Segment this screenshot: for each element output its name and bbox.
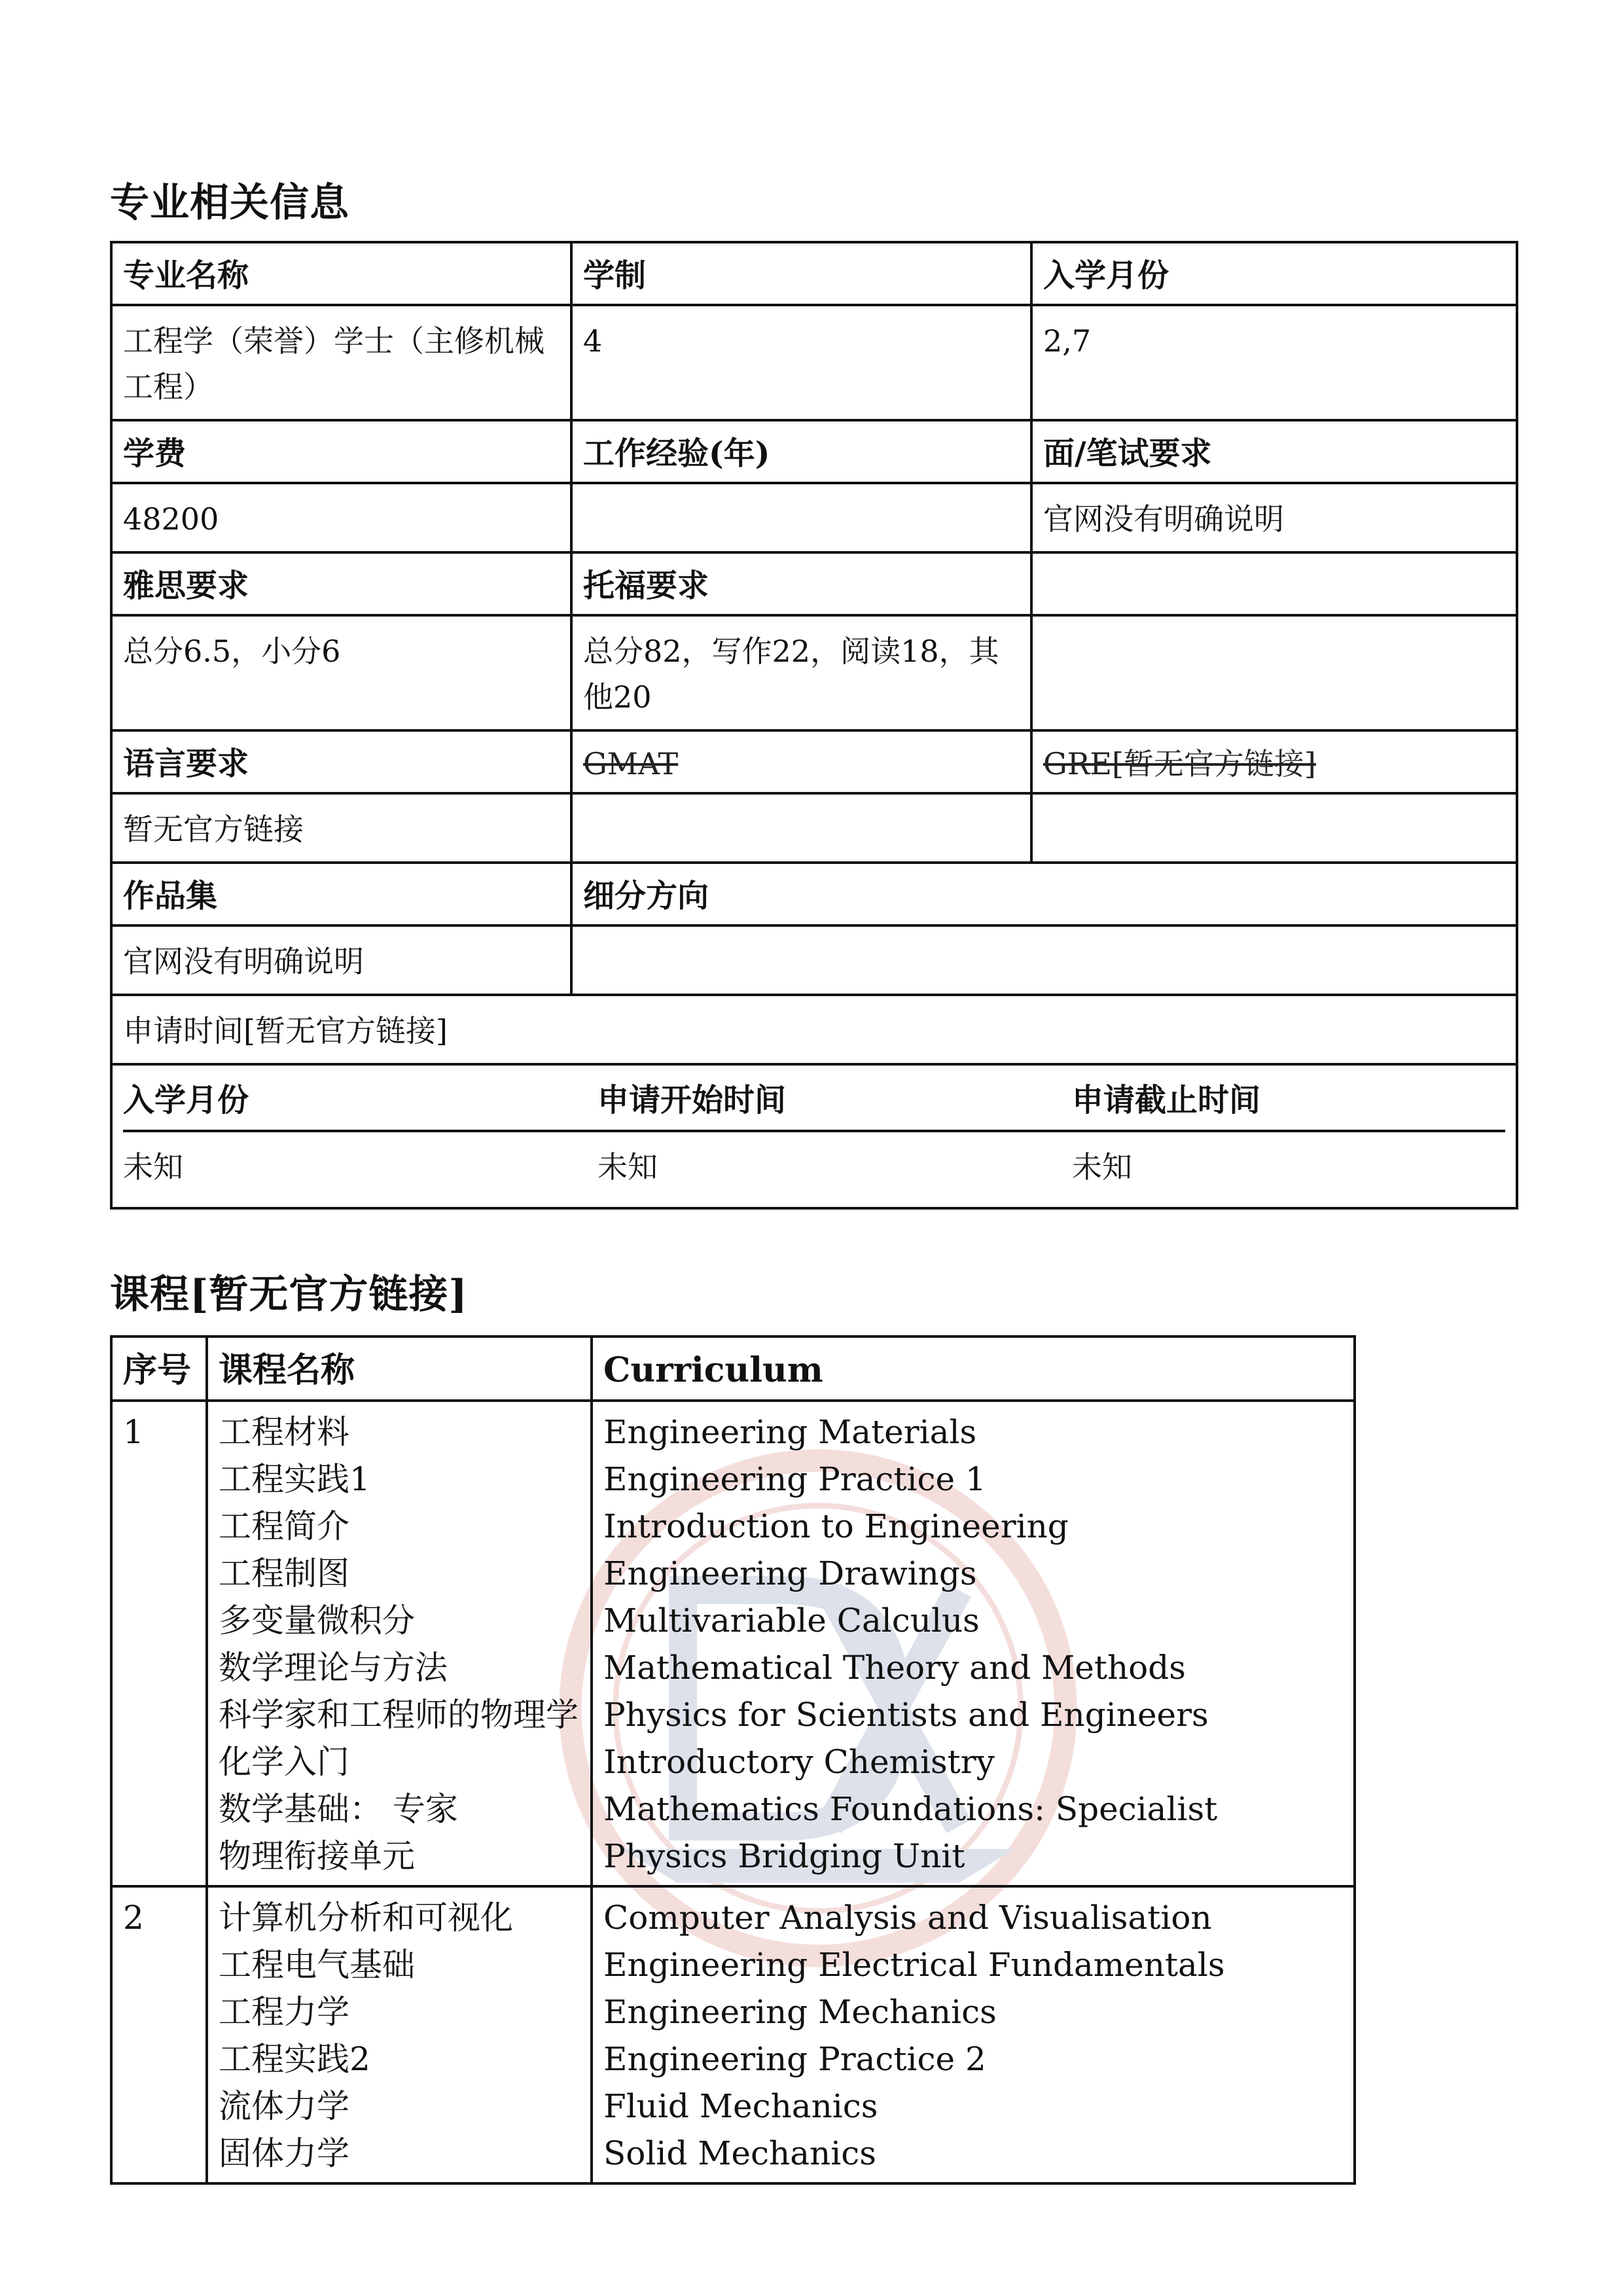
table-row <box>111 1401 1355 1886</box>
course-en: Engineering Mechanics <box>603 1993 997 2031</box>
application-header-intake: 入学月份 <box>123 1066 597 1132</box>
value-portfolio: 官网没有明确说明 <box>111 925 571 995</box>
label-portfolio: 作品集 <box>111 863 571 925</box>
course-en: Multivariable Calculus <box>603 1602 980 1640</box>
label-work-experience: 工作经验(年) <box>571 420 1031 483</box>
application-value-start: 未知 <box>597 1149 658 1185</box>
course-en: Engineering Drawings <box>603 1554 977 1592</box>
application-value-intake: 未知 <box>123 1149 183 1185</box>
course-list-en <box>592 1886 1355 2183</box>
label-specialization: 细分方向 <box>571 863 1517 925</box>
application-header-start: 申请开始时间 <box>597 1066 1072 1132</box>
label-intake-month: 入学月份 <box>1031 242 1517 305</box>
course-cn: 工程简介 <box>219 1507 349 1545</box>
course-en: Engineering Electrical Fundamentals <box>603 1946 1225 1984</box>
course-cn: 数学基础： 专家 <box>219 1790 458 1828</box>
value-interview-test: 官网没有明确说明 <box>1031 483 1517 552</box>
table-row <box>111 793 1517 863</box>
course-cn: 工程实践2 <box>219 2040 370 2078</box>
value-program-name: 工程学（荣誉）学士（主修机械工程） <box>111 305 571 420</box>
course-cn: 数学理论与方法 <box>219 1649 448 1687</box>
label-empty <box>1031 552 1517 615</box>
value-tuition: 48200 <box>111 483 571 552</box>
label-interview-test: 面/笔试要求 <box>1031 420 1517 483</box>
course-en: Introduction to Engineering <box>603 1507 1069 1545</box>
section-title-curriculum: 课程[暂无官方链接] <box>110 1272 468 1318</box>
course-en: Engineering Practice 2 <box>603 2040 986 2078</box>
value-gre <box>1031 793 1517 863</box>
label-program-name: 专业名称 <box>111 242 571 305</box>
group-index: 2 <box>111 1886 207 2183</box>
value-specialization <box>571 925 1517 995</box>
course-en: Introductory Chemistry <box>603 1743 995 1781</box>
course-en: Solid Mechanics <box>603 2134 876 2172</box>
application-time-grid <box>123 1066 1505 1200</box>
table-row <box>111 483 1517 552</box>
value-toefl: 总分82，写作22，阅读18，其他20 <box>571 615 1031 730</box>
course-cn: 科学家和工程师的物理学 <box>219 1696 579 1734</box>
curriculum-table <box>110 1335 1356 2185</box>
course-cn: 多变量微积分 <box>219 1602 415 1640</box>
table-row <box>111 995 1517 1064</box>
course-cn: 工程实践1 <box>219 1460 370 1498</box>
course-cn: 工程力学 <box>219 1993 349 2031</box>
table-row <box>111 305 1517 420</box>
course-list-en <box>592 1401 1355 1886</box>
label-tuition: 学费 <box>111 420 571 483</box>
table-row <box>111 615 1517 730</box>
value-work-experience <box>571 483 1031 552</box>
course-cn: 物理衔接单元 <box>219 1837 415 1875</box>
table-row <box>111 420 1517 483</box>
group-index: 1 <box>111 1401 207 1886</box>
value-duration: 4 <box>571 305 1031 420</box>
table-row <box>111 925 1517 995</box>
course-cn: 工程材料 <box>219 1413 349 1451</box>
course-cn: 工程制图 <box>219 1554 349 1592</box>
value-language-requirement: 暂无官方链接 <box>111 793 571 863</box>
course-cn: 工程电气基础 <box>219 1946 415 1984</box>
table-row <box>111 1064 1517 1208</box>
header-curriculum: Curriculum <box>592 1336 1355 1401</box>
label-gmat: GMAT <box>571 730 1031 793</box>
label-duration: 学制 <box>571 242 1031 305</box>
course-en: Fluid Mechanics <box>603 2087 878 2125</box>
course-cn: 固体力学 <box>219 2134 349 2172</box>
course-cn: 流体力学 <box>219 2087 349 2125</box>
value-empty <box>1031 615 1517 730</box>
course-en: Physics for Scientists and Engineers <box>603 1696 1209 1734</box>
header-index: 序号 <box>111 1336 207 1401</box>
application-header-deadline: 申请截止时间 <box>1072 1066 1505 1132</box>
table-row <box>111 730 1517 793</box>
table-row <box>111 863 1517 925</box>
value-intake-month: 2,7 <box>1031 305 1517 420</box>
course-en: Mathematical Theory and Methods <box>603 1649 1186 1687</box>
label-toefl: 托福要求 <box>571 552 1031 615</box>
program-info-table <box>110 241 1518 1210</box>
course-en: Mathematics Foundations: Specialist <box>603 1790 1218 1828</box>
label-ielts: 雅思要求 <box>111 552 571 615</box>
value-gmat <box>571 793 1031 863</box>
application-time-label: 申请时间[暂无官方链接] <box>111 995 1517 1064</box>
application-time-cell <box>111 1064 1517 1208</box>
course-en: Engineering Practice 1 <box>603 1460 986 1498</box>
value-ielts: 总分6.5，小分6 <box>111 615 571 730</box>
course-list-cn <box>207 1886 592 2183</box>
table-row <box>111 552 1517 615</box>
label-gre: GRE[暂无官方链接] <box>1031 730 1517 793</box>
label-language-requirement: 语言要求 <box>111 730 571 793</box>
course-cn: 计算机分析和可视化 <box>219 1899 513 1937</box>
course-en: Computer Analysis and Visualisation <box>603 1899 1212 1937</box>
course-cn: 化学入门 <box>219 1743 349 1781</box>
course-en: Physics Bridging Unit <box>603 1837 965 1875</box>
section-title-program-info: 专业相关信息 <box>110 180 349 226</box>
application-value-deadline: 未知 <box>1072 1149 1132 1185</box>
table-row <box>111 1886 1355 2183</box>
course-list-cn <box>207 1401 592 1886</box>
course-en: Engineering Materials <box>603 1413 977 1451</box>
table-row <box>111 242 1517 305</box>
header-course-name: 课程名称 <box>207 1336 592 1401</box>
table-row <box>111 1336 1355 1401</box>
